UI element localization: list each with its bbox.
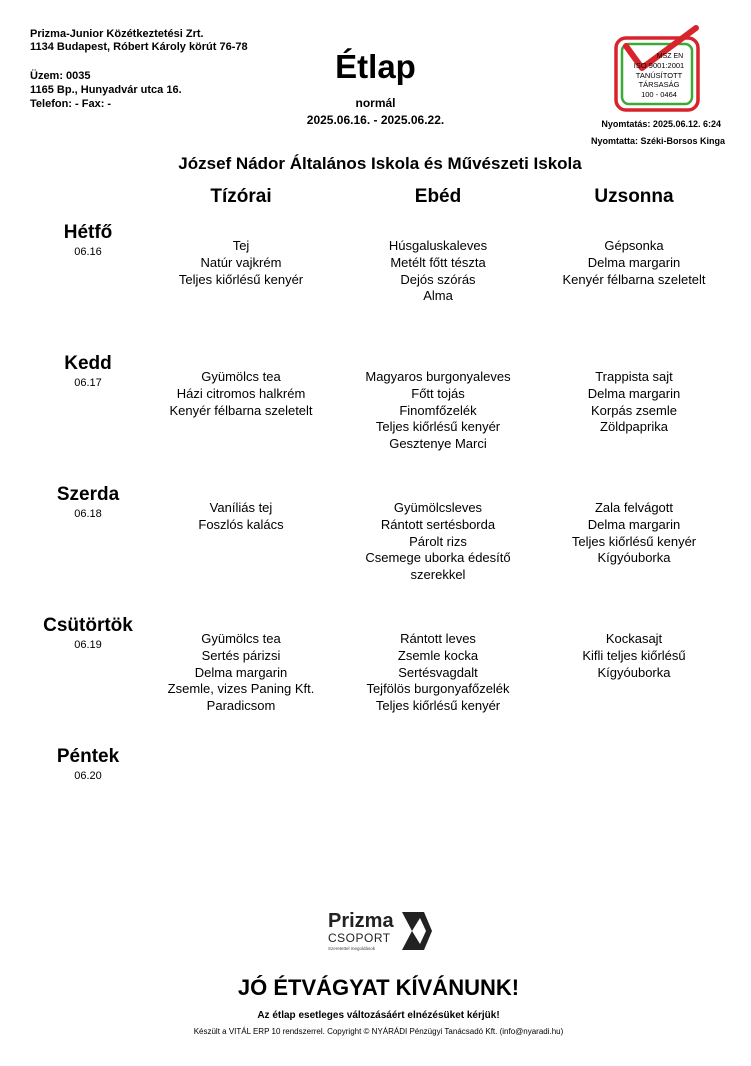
meal-item: Tej: [232, 238, 250, 253]
day-date: 06.20: [74, 770, 102, 782]
logo-name: Prizma: [328, 910, 394, 932]
seal-line-2: ISO 9001:2001: [633, 61, 685, 70]
meal-item: Sertés párizsi: [201, 647, 281, 663]
meal-ebed: [338, 369, 538, 453]
meal-item: Zöldpaprika: [600, 419, 668, 435]
company-name: Prizma-Junior Közétkeztetési Zrt.: [30, 28, 204, 40]
meal-item: Teljes kiőrlésű kenyér: [375, 698, 501, 714]
meal-item: Zsemle kocka: [397, 647, 479, 663]
company-address: 1134 Budapest, Róbert Károly körút 76-78: [30, 41, 248, 53]
menu-type: normál: [355, 96, 396, 110]
day-date: 06.16: [74, 246, 102, 258]
column-header-ebed: Ebéd: [414, 186, 462, 207]
meal-item: Vaníliás tej: [209, 500, 273, 515]
iso-certification-seal: [612, 24, 702, 114]
column-header-uzsonna: Uzsonna: [594, 186, 674, 207]
meal-item: Korpás zsemle: [591, 402, 677, 418]
meal-item: Natúr vajkrém: [200, 254, 282, 270]
school-name: József Nádor Általános Iskola és Művészeti Iskola: [178, 154, 582, 173]
meal-item: Főtt tojás: [411, 385, 465, 401]
meal-ebed: [338, 238, 538, 305]
meal-item: Kockasajt: [605, 631, 663, 646]
contact-line: Telefon: - Fax: -: [30, 98, 112, 110]
meal-item: Teljes kiőrlésű kenyér: [178, 271, 304, 287]
meal-item: Trappista sajt: [595, 369, 673, 384]
meal-item: Házi citromos halkrém: [176, 385, 306, 401]
meal-item: Kenyér félbarna szeletelt: [562, 271, 706, 287]
meal-item: szerekkel: [410, 567, 466, 583]
meal-ebed: [338, 500, 538, 584]
day-4: [0, 746, 176, 782]
print-date: Nyomtatás: 2025.06.12. 6:24: [601, 119, 721, 129]
meal-item: Teljes kiőrlésű kenyér: [571, 533, 697, 549]
meal-item: Teljes kiőrlésű kenyér: [375, 419, 501, 435]
meal-item: Delma margarin: [587, 516, 681, 532]
meal-tizorai: [141, 631, 341, 715]
meal-uzsonna: [534, 631, 734, 681]
bon-appetit-message: JÓ ÉTVÁGYAT KÍVÁNUNK!: [237, 975, 520, 1000]
meal-item: Zsemle, vizes Paning Kft.: [167, 681, 315, 697]
meal-item: Kenyér félbarna szeletelt: [169, 402, 313, 418]
meal-item: Delma margarin: [194, 664, 288, 680]
meal-item: Húsgaluskaleves: [388, 238, 488, 253]
meal-item: Csemege uborka édesítő: [365, 550, 511, 566]
meal-item: Gesztenye Marci: [389, 436, 487, 452]
meal-uzsonna: [534, 500, 734, 567]
meal-item: Gépsonka: [604, 238, 664, 253]
logo-tagline: Szeretettel megoldások: [328, 946, 376, 951]
meal-uzsonna: [534, 238, 734, 288]
seal-line-5: 100 - 0464: [641, 90, 677, 99]
unit-address: 1165 Bp., Hunyadvár utca 16.: [30, 84, 182, 96]
meal-item: Sertésvagdalt: [398, 664, 478, 680]
day-name: Péntek: [56, 746, 120, 767]
meal-item: Magyaros burgonyaleves: [365, 369, 511, 384]
meal-item: Gyümölcs tea: [201, 631, 281, 646]
meal-item: Zala felvágott: [594, 500, 674, 515]
page-title: Étlap: [335, 48, 416, 85]
meal-item: Gyümölcs tea: [201, 369, 281, 384]
meal-item: Kifli teljes kiőrlésű: [582, 647, 686, 663]
meal-item: Metélt főtt tészta: [390, 254, 486, 270]
meal-item: Gyümölcsleves: [393, 500, 483, 515]
seal-line-4: TÁRSASÁG: [638, 80, 680, 89]
meal-item: Kígyóuborka: [597, 550, 671, 566]
meal-item: Delma margarin: [587, 385, 681, 401]
meal-item: Foszlós kalács: [198, 516, 284, 532]
logo-sub: CSOPORT: [328, 931, 391, 945]
meal-item: Rántott sertésborda: [380, 516, 496, 532]
day-name: Szerda: [56, 484, 120, 505]
seal-line-3: TANÚSÍTOTT: [635, 71, 683, 80]
change-notice: Az étlap esetleges változásáért elnézésüket kérjük!: [257, 1010, 500, 1021]
meal-item: Kígyóuborka: [597, 664, 671, 680]
meal-item: Párolt rizs: [409, 533, 467, 549]
meal-tizorai: [141, 238, 341, 288]
meal-item: Delma margarin: [587, 254, 681, 270]
copyright-credit: Készült a VITÁL ERP 10 rendszerrel. Copyright © NYÁRÁDI Pénzügyi Tanácsadó Kft. (info@nyaradi.hu): [193, 1027, 564, 1036]
meal-tizorai: [141, 500, 341, 534]
unit-id: Üzem: 0035: [30, 70, 91, 82]
meal-tizorai: [141, 369, 341, 419]
meal-item: Dejós szórás: [400, 271, 476, 287]
day-date: 06.19: [74, 639, 102, 651]
meal-ebed: [338, 631, 538, 715]
meal-item: Paradicsom: [206, 698, 276, 714]
meal-item: Tejfölös burgonyafőzelék: [366, 681, 510, 697]
date-range: 2025.06.16. - 2025.06.22.: [306, 113, 445, 127]
meal-uzsonna: [534, 369, 734, 436]
column-header-tizorai: Tízórai: [210, 186, 272, 207]
day-date: 06.17: [74, 377, 102, 389]
meal-item: Alma: [423, 288, 453, 304]
day-name: Kedd: [64, 353, 112, 374]
printed-by: Nyomtatta: Széki-Borsos Kinga: [590, 136, 725, 146]
day-date: 06.18: [74, 508, 102, 520]
meal-item: Finomfőzelék: [399, 402, 477, 418]
seal-line-1: MSZ EN: [656, 53, 684, 60]
day-name: Hétfő: [63, 222, 113, 243]
meal-item: Rántott leves: [400, 631, 476, 646]
prizma-logo: [326, 906, 436, 956]
day-name: Csütörtök: [43, 615, 133, 636]
